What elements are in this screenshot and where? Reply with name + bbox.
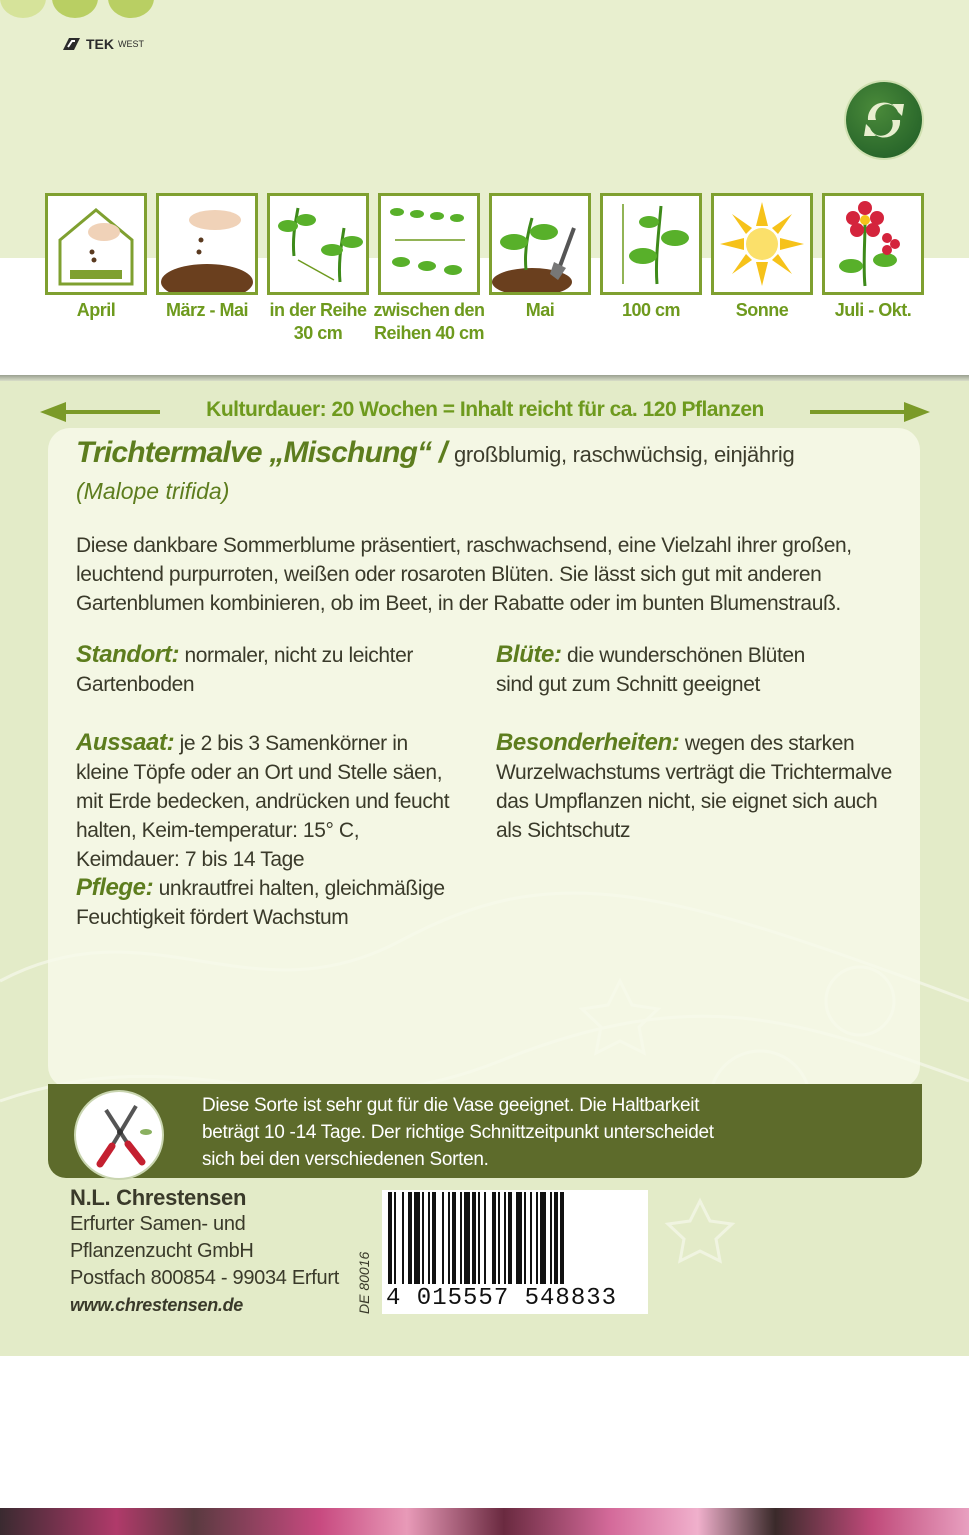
barcode-bar (554, 1192, 558, 1284)
tekwest-suffix: WEST (118, 39, 144, 49)
section-heading: Besonderheiten: (496, 729, 680, 756)
article-code: DE 80016 (356, 1251, 372, 1314)
barcode-bar (428, 1192, 430, 1284)
barcode-bar (516, 1192, 522, 1284)
barcode-bar (388, 1192, 392, 1284)
barcode-bar (498, 1192, 500, 1284)
vase-note-text: Diese Sorte ist sehr gut für die Vase geeignet. Die Haltbarkeit beträgt 10 -14 Tage. Der richtige Schnittzeitpunkt unterscheidet sich bei den verschiedenen Sorten. (202, 1095, 714, 1170)
section-bluete (496, 640, 806, 699)
company-line: Erfurter Samen- und (70, 1213, 246, 1235)
barcode-bar (402, 1192, 404, 1284)
icon-label: Sonne (735, 300, 789, 320)
barcode-bar (560, 1192, 564, 1284)
section-heading: Blüte: (496, 641, 562, 668)
section-pflege (76, 873, 446, 932)
section-text: wegen des starken Wurzelwachstums verträgt die Trichtermalve das Umpflanzen nicht, sie eignet sich auch als Sichtschutz (496, 732, 892, 842)
section-besonderheiten (496, 728, 896, 845)
barcode-bar (478, 1192, 480, 1284)
logo-fragment (0, 0, 46, 18)
barcode-bar (472, 1192, 476, 1284)
section-heading: Pflege: (76, 874, 154, 901)
company-line: Pflanzenzucht GmbH (70, 1240, 254, 1262)
barcode-bar (492, 1192, 496, 1284)
barcode-bar (460, 1192, 462, 1284)
barcode-bar (414, 1192, 420, 1284)
barcode (382, 1190, 648, 1314)
logo-fragment (52, 0, 98, 18)
icon-planting (484, 193, 596, 322)
green-dot-recycle-icon (846, 82, 922, 158)
latin-name: (Malope trifida) (76, 478, 230, 504)
between-rows-icon (378, 193, 480, 295)
barcode-bar (524, 1192, 526, 1284)
tekwest-icon (60, 36, 82, 52)
icon-indoor-sowing (40, 193, 152, 322)
barcode-bar (536, 1192, 538, 1284)
cultivation-icons (40, 193, 930, 343)
barcode-bar (452, 1192, 456, 1284)
height-icon (600, 193, 702, 295)
icon-height (595, 193, 707, 322)
barcode-bar (540, 1192, 546, 1284)
section-aussaat (76, 728, 461, 874)
barcode-bar (464, 1192, 470, 1284)
section-text: je 2 bis 3 Samenkörner in kleine Töpfe oder an Ort und Stelle säen, mit Erde bedecken, andrücken und feucht halten, Keim-temperatur: 15° C, Keimdauer: 7 bis 14 Tage (76, 732, 450, 871)
icon-label: Juli - Okt. (834, 300, 912, 320)
product-title (76, 436, 794, 470)
product-name: Trichtermalve „Mischung“ / (76, 436, 447, 469)
outdoor-sowing-icon (156, 193, 258, 295)
icon-sun (706, 193, 818, 322)
sun-icon (711, 193, 813, 295)
indoor-sowing-icon (45, 193, 147, 295)
section-text: unkrautfrei halten, gleichmäßige Feuchtigkeit fördert Wachstum (76, 877, 445, 929)
intro-text: Diese dankbare Sommerblume präsentiert, raschwachsend, eine Vielzahl ihrer großen, leuchtend purpurroten, weißen oder rosaroten Blüten. Sie lässt sich gut mit anderen Gartenblumen kombinieren, ob im Beet, in der Rabatte oder im bunten Blumenstrauß. (76, 534, 852, 615)
barcode-bar (550, 1192, 552, 1284)
tekwest-label: TEK (86, 36, 114, 52)
barcode-bar (484, 1192, 486, 1284)
section-heading: Standort: (76, 641, 180, 668)
icon-label: Mai (525, 300, 555, 320)
section-text: normaler, nicht zu leichter Gartenboden (76, 644, 413, 696)
barcode-bars (388, 1192, 642, 1284)
company-info (70, 1184, 339, 1319)
section-standort (76, 640, 436, 699)
banner-text: Kulturdauer: 20 Wochen = Inhalt reicht für ca. 120 Pflanzen (206, 398, 764, 421)
barcode-bar (408, 1192, 412, 1284)
planting-icon (489, 193, 591, 295)
barcode-bar (508, 1192, 512, 1284)
icon-label: März - Mai (165, 300, 248, 320)
flower-photo-strip (0, 1508, 969, 1535)
scissors-icon (74, 1090, 164, 1180)
barcode-bar (448, 1192, 450, 1284)
barcode-number: 4 015557 548833 (386, 1285, 618, 1312)
icon-row-spacing (262, 193, 374, 345)
culture-duration-banner (40, 398, 930, 424)
icon-outdoor-sowing (151, 193, 263, 322)
tekwest-logo (60, 36, 144, 52)
icon-bloom (817, 193, 929, 322)
company-url[interactable]: www.chrestensen.de (70, 1295, 243, 1315)
company-name: N.L. Chrestensen (70, 1185, 247, 1210)
icon-label: zwischen den Reihen 40 cm (373, 300, 485, 343)
icon-label: April (76, 300, 116, 320)
section-heading: Aussaat: (76, 729, 175, 756)
section-text: die wunderschönen Blüten sind gut zum Schnitt geeignet (496, 644, 805, 696)
barcode-bar (530, 1192, 532, 1284)
row-spacing-icon (267, 193, 369, 295)
bloom-icon (822, 193, 924, 295)
barcode-bar (442, 1192, 444, 1284)
logo-fragment (108, 0, 154, 18)
barcode-bar (432, 1192, 436, 1284)
barcode-bar (504, 1192, 506, 1284)
barcode-bar (394, 1192, 396, 1284)
product-subtitle: großblumig, raschwüchsig, einjährig (453, 442, 795, 467)
icon-label: 100 cm (621, 300, 681, 320)
icon-label: in der Reihe 30 cm (269, 300, 367, 343)
icon-between-rows (373, 193, 485, 345)
barcode-bar (422, 1192, 424, 1284)
company-address: Postfach 800854 - 99034 Erfurt (70, 1267, 339, 1289)
